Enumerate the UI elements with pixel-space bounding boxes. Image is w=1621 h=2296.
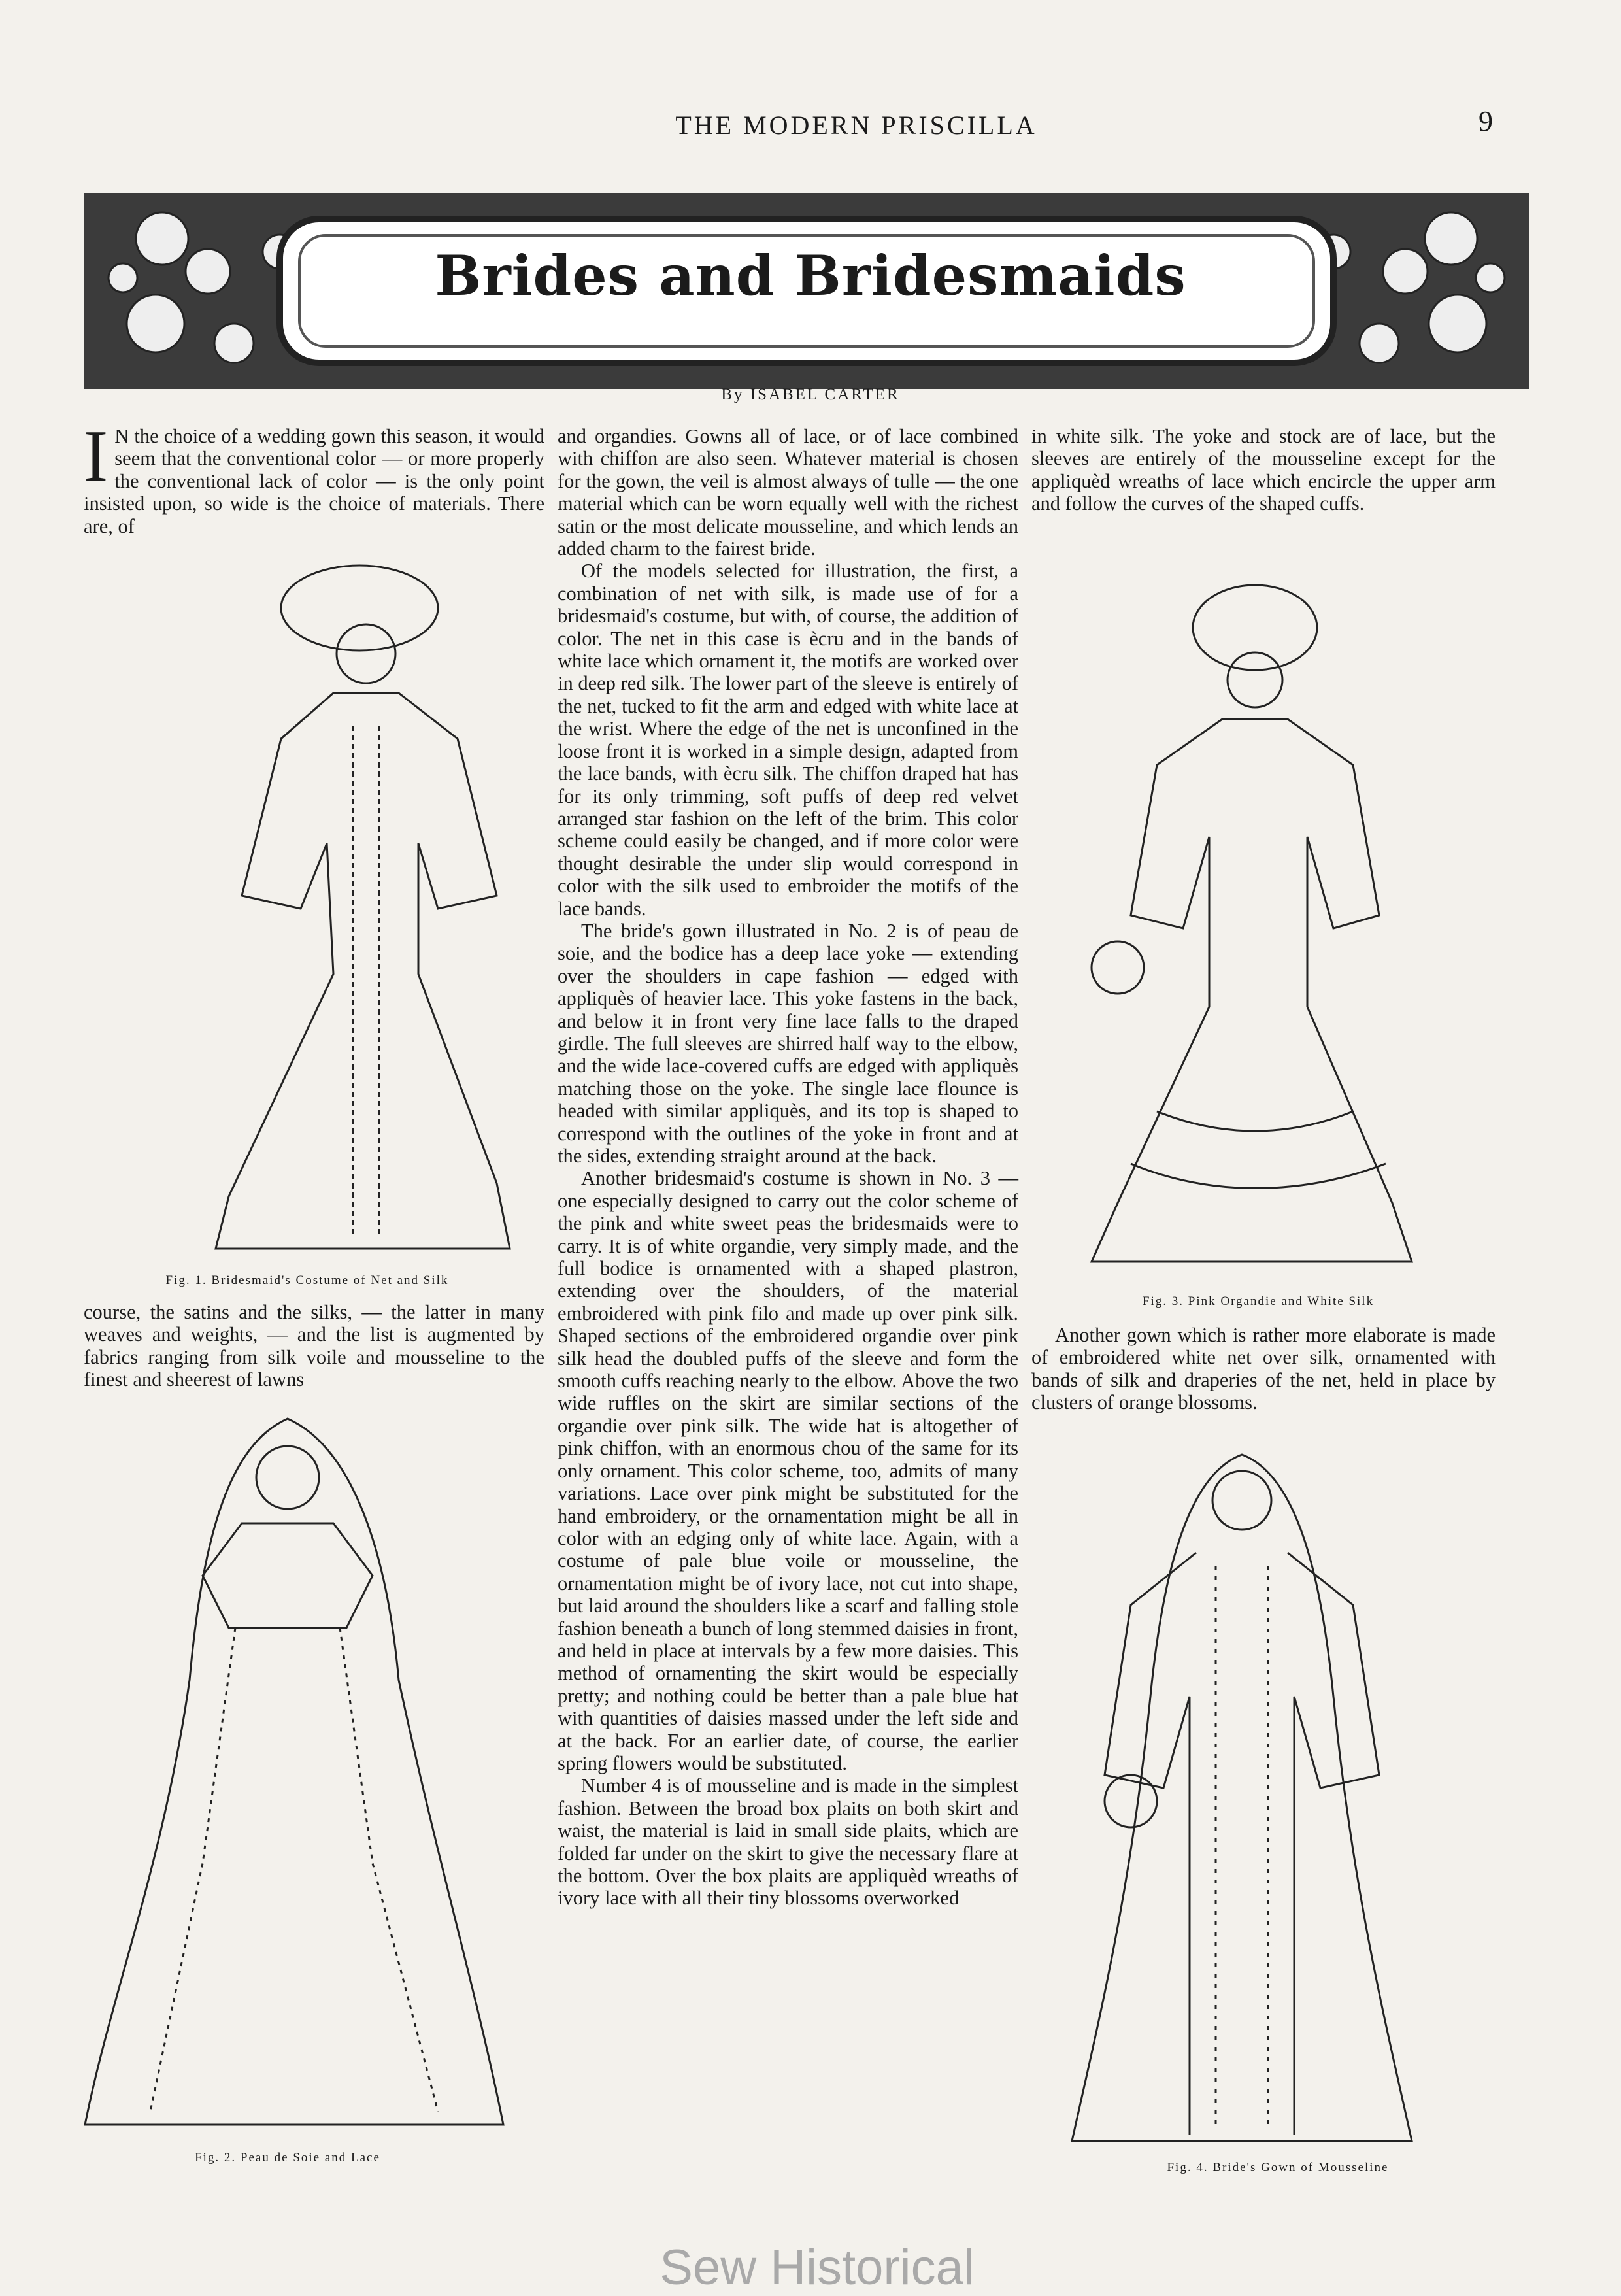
fig4-illustration: [1059, 1435, 1425, 2154]
paragraph: and organdies. Gowns all of lace, or of lace combined with chiffon are also seen. Whatever material is chosen for the gown, the veil is almost always of tulle — the one material which can be worn equally well with the richest satin or the most delicate mousseline, and which lends an added charm to the fairest bride.: [558, 425, 1018, 560]
fig2-illustration: [72, 1406, 516, 2135]
fig3-caption: Fig. 3. Pink Organdie and White Silk: [1142, 1294, 1375, 1308]
paragraph: in white silk. The yoke and stock are of lace, but the sleeves are entirely of the mousseline except for the appliquèd wreaths of lace which encircle the upper arm and follow the curves of the shaped cuffs.: [1031, 425, 1496, 515]
column-2: [558, 425, 1018, 1910]
column-1-bottom: [84, 1301, 544, 1391]
fig3-illustration: [1078, 575, 1425, 1272]
paragraph: Of the models selected for illustration, the first, a combination of net with silk, is made use of for a bridesmaid's costume, but with, of course, the addition of color. The net in this case is ècru and in the bands of white lace which ornament it, the motifs are worked over in deep red silk. The lower part of the sleeve is entirely of the net, tucked to fit the arm and edged with white lace at the wrist. Where the edge of the net is unconfined in the loose front it is worked in a simple design, adapted from the lace bands, with ècru silk. The chiffon draped hat has for its only trimming, soft puffs of deep red velvet arranged star fashion on the left of the brim. This color scheme could easily be changed, and if more color were thought desirable the under slip would correspond in color with the silk used to embroider the motifs of the lace bands.: [558, 560, 1018, 920]
fig4-caption: Fig. 4. Bride's Gown of Mousseline: [1167, 2161, 1389, 2174]
watermark: Sew Historical: [660, 2240, 975, 2295]
paragraph: Number 4 is of mousseline and is made in the simplest fashion. Between the broad box plaits on both skirt and waist, the material is laid in small side plaits, which are folded far under on the skirt to give the necessary flare at the bottom. Over the box plaits are appliquèd wreaths of ivory lace with all their tiny blossoms overworked: [558, 1774, 1018, 1910]
drop-cap: I: [84, 416, 109, 497]
page-number: 9: [1479, 105, 1493, 137]
paragraph: Another gown which is rather more elaborate is made of embroidered white net over silk, ornamented with bands of silk and draperies of the net, held in place by clusters of orange blossoms.: [1031, 1324, 1496, 1414]
paragraph: N the choice of a wedding gown this season, it would seem that the conventional color — or more properly the conventional lack of color — is the only point insisted upon, so wide is the choice of materials. There are, of: [84, 425, 544, 537]
fig2-caption: Fig. 2. Peau de Soie and Lace: [195, 2151, 380, 2165]
column-3-bottom: [1031, 1324, 1496, 1414]
paragraph: The bride's gown illustrated in No. 2 is of peau de soie, and the bodice has a deep lace yoke — extending over the shoulders in cape fashion — edged with appliquès of heavier lace. This yoke fastens in the back, and below it in front very fine lace falls to the draped girdle. The full sleeves are shirred half way to the elbow, and the wide lace-covered cuffs are edged with appliquès matching those on the yoke. The single lace flounce is headed with similar appliquès, and its top is shaped to correspond with the outlines of the yoke in front and at the sides, extending straight around at the back.: [558, 919, 1018, 1167]
fig1-illustration: [203, 556, 529, 1258]
byline: By ISABEL CARTER: [721, 386, 900, 403]
column-3-top: [1031, 425, 1496, 515]
fig1-caption: Fig. 1. Bridesmaid's Costume of Net and Silk: [165, 1274, 449, 1287]
paragraph: Another bridesmaid's costume is shown in No. 3 — one especially designed to carry out the color scheme of the pink and white sweet peas the bridesmaids were to carry. It is of white organdie, very simply made, and the full bodice is ornamented with a shaped plastron, extending over the shoulders, of the material embroidered with pink filo and made up over pink silk. Shaped sections of the embroidered organdie over pink silk head the doubled puffs of the sleeve and form the smooth cuffs reaching nearly to the elbow. Above the two wide ruffles on the skirt are similar sections of the organdie over pink silk. The wide hat is altogether of pink chiffon, with an enormous chou of the same for its only ornament. This color scheme, too, admits of many variations. Lace over pink might be substituted for the hand embroidery, or the ornamentation might be all in color with an edging only of white lace. Again, with a costume of pale blue voile or mousseline, the ornamentation might be of ivory lace, not cut into shape, but laid around the shoulders like a scarf and falling stole fashion beneath a bunch of long stemmed daisies in front, and held in place at intervals by a few more daisies. This method of ornamenting the skirt would be especially pretty; and nothing could be better than a pale blue hat with quantities of daisies massed under the left side and at the back. For an earlier date, of course, the earlier spring flowers would be substituted.: [558, 1167, 1018, 1774]
column-1-top: [84, 416, 544, 537]
article-title: Brides and Bridesmaids: [435, 243, 1186, 308]
running-title: THE MODERN PRISCILLA: [675, 110, 1037, 140]
paragraph: course, the satins and the silks, — the latter in many weaves and weights, — and the list is augmented by fabrics ranging from silk voile and mousseline to the finest and sheerest of lawns: [84, 1301, 544, 1391]
